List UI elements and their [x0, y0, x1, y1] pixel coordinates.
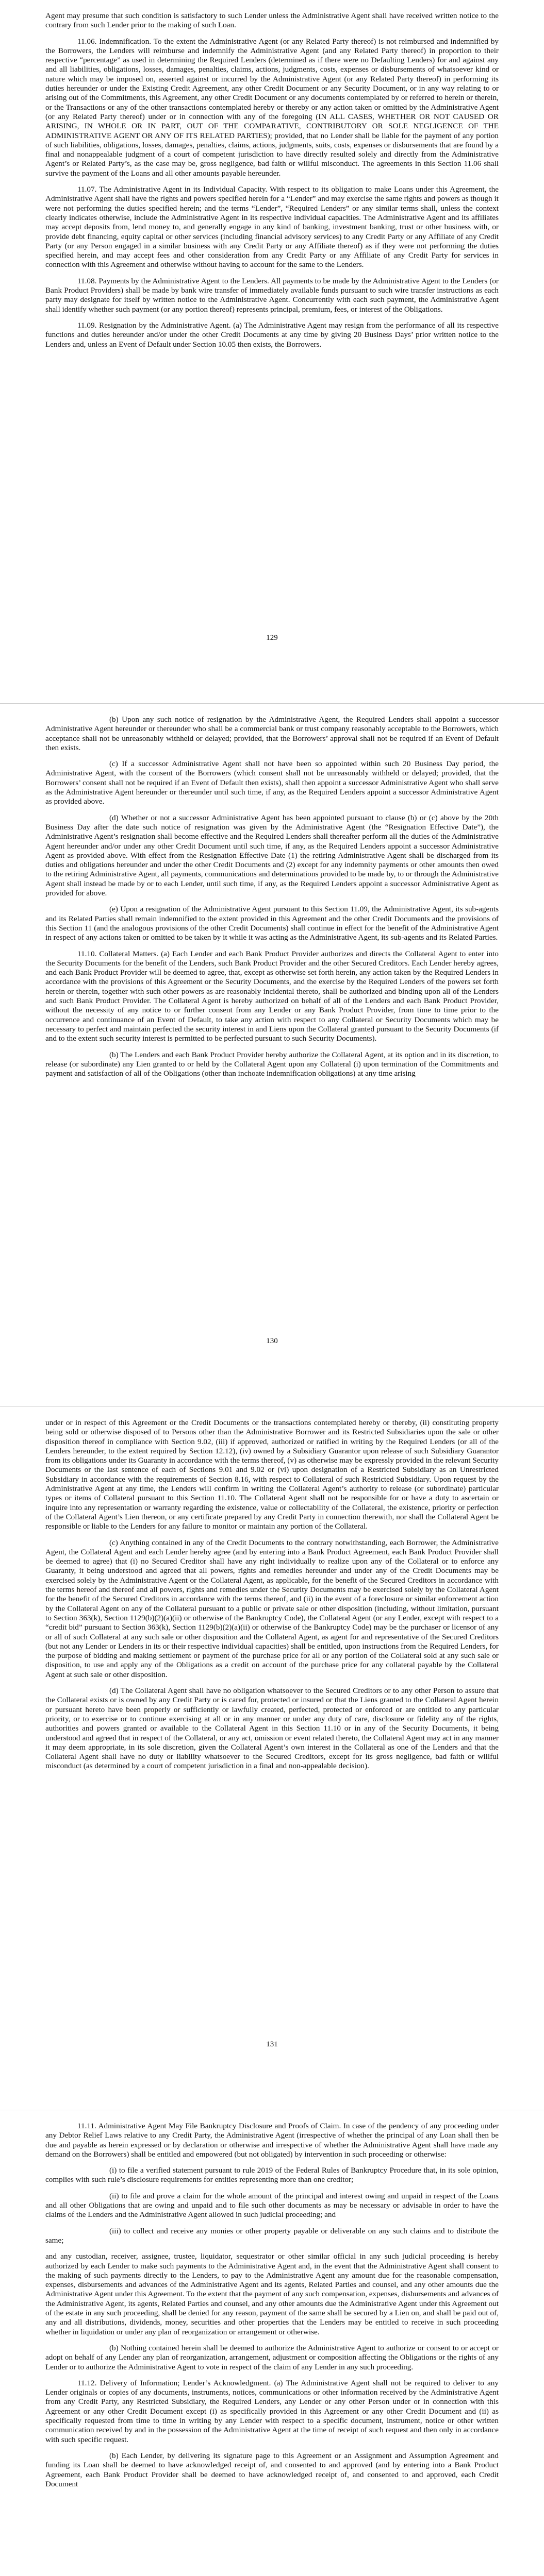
section-11-12-delivery-of-information: 11.12. Delivery of Information; Lender’s Acknowledgment. (a) The Administrative Agent shall not be required to deliver to any Lender originals or copies of any documents, instruments, notices, communications or other information received by the Administrative Agent from any Credit Party, any Restricted Subsidiary, the Required Lenders, any Lender or any other Person under or in connection with this Agreement or any other Credit Document except (i) as specifically provided in this Agreement or any other Credit Document and (ii) as specifically requested from time to time in writing by any Lender with respect to a specific document, instrument, notice or other written communication received by and in the possession of the Administrative Agent at the time of receipt of such request and then only in accordance with such specific request.	[45, 2378, 499, 2444]
section-11-11-bankruptcy-claims: 11.11. Administrative Agent May File Bankruptcy Disclosure and Proofs of Claim. In case of the pendency of any proceeding under any Debtor Relief Laws relative to any Credit Party, the Administrative Agent (irrespective of whether the principal of any Loan shall then be due and payable as herein expressed or by declaration or otherwise and irrespective of whether the Administrative Agent shall have made any demand on the Borrowers) shall be entitled and empowered (but not obligated) by intervention in such proceeding or otherwise:	[45, 2122, 499, 2159]
paragraph: (ii) to file and prove a claim for the whole amount of the principal and interest owing and unpaid in respect of the Loans and all other Obligations that are owing and unpaid and to file such other documents as may be necessary or advisable in order to have the claims of the Lenders and the Administrative Agent allowed in such judicial proceeding; and	[45, 2191, 499, 2219]
paragraph: (e) Upon a resignation of the Administrative Agent pursuant to this Section 11.09, the Administrative Agent, its sub-agents and its Related Parties shall remain indemnified to the extent provided in this Agreement and the other Credit Documents and the provisions of this Section 11 (and the analogous provisions of the other Credit Documents) shall continue in effect for the benefit of the Administrative Agent in respect of any actions taken or omitted to be taken by it while it was acting as the Administrative Agent, its sub-agents and its Related Parties.	[45, 905, 499, 942]
page-number: 129	[266, 634, 278, 642]
paragraph: (d) Whether or not a successor Administrative Agent has been appointed pursuant to clause (b) or (c) above by the 20th Business Day after the date such notice of resignation was given by the Administrative Agent (the “Resignation Effective Date”), the Administrative Agent’s resignation shall become effective and the Required Lenders shall thereafter perform all the duties of the Administrative Agent hereunder and/or under any other Credit Document until such time, if any, as the Required Lenders appoint a successor Administrative Agent as provided above. With effect from the Resignation Effective Date (1) the retiring Administrative Agent shall be discharged from its duties and obligations hereunder and under the other Credit Documents and (2) except for any indemnity payments or other amounts then owed to the retiring Administrative Agent, all payments, communications and determinations provided to be made by, to or through the Administrative Agent shall instead be made by or to each Lender, until such time, if any, as the Required Lenders appoint a successor Administrative Agent as provided for above.	[45, 813, 499, 898]
paragraph: (c) If a successor Administrative Agent shall not have been so appointed within such 20 Business Day period, the Administrative Agent, with the consent of the Borrowers (which consent shall not be unreasonably withheld or delayed; provided, that the Borrowers’ consent shall not be required if an Event of Default then exists), shall then appoint a successor Administrative Agent who shall serve as the Administrative Agent hereunder or thereunder until such time, if any, as the Required Lenders appoint a successor Administrative Agent as provided above.	[45, 759, 499, 806]
paragraph: (b) Each Lender, by delivering its signature page to this Agreement or an Assignment and Assumption Agreement and funding its Loan shall be deemed to have acknowledged receipt of, and consented to and approved (and by entering into a Bank Product Agreement, each Bank Product Provider shall be deemed to have acknowledged receipt of, and consented to and approved, each Credit Document	[45, 2451, 499, 2488]
paragraph: (b) Upon any such notice of resignation by the Administrative Agent, the Required Lenders shall appoint a successor Administrative Agent hereunder or thereunder who shall be a commercial bank or trust company reasonably acceptable to the Borrowers, which acceptance shall not be unreasonably withheld or delayed; provided, that the Borrowers’ approval shall not be required if an Event of Default then exists.	[45, 715, 499, 752]
page-130	[0, 703, 544, 1406]
paragraph: (d) The Collateral Agent shall have no obligation whatsoever to the Secured Creditors or to any other Person to assure that the Collateral exists or is owned by any Credit Party or is cared for, protected or insured or that the Liens granted to the Collateral Agent herein or pursuant hereto have been properly or sufficiently or lawfully created, perfected, protected or enforced or are entitled to any particular priority, or to exercise or to continue exercising at all or in any manner or under any duty of care, disclosure or fidelity any of the rights, authorities and powers granted or available to the Collateral Agent in this Section 11.10 or in any of the Security Documents, it being understood and agreed that in respect of the Collateral, or any act, omission or event related thereto, the Collateral Agent may act in any manner it may deem appropriate, in its sole discretion, given the Collateral Agent’s own interest in the Collateral as one of the Lenders and that the Collateral Agent shall have no duty or liability whatsoever to the Secured Creditors, except for its gross negligence, bad faith or willful misconduct (as determined by a court of competent jurisdiction in a final and non-appealable decision).	[45, 1686, 499, 1771]
page-132	[0, 2110, 544, 2576]
paragraph: (b) Nothing contained herein shall be deemed to authorize the Administrative Agent to authorize or consent to or accept or adopt on behalf of any Lender any plan of reorganization, arrangement, adjustment or composition affecting the Obligations or the rights of any Lender or to authorize the Administrative Agent to vote in respect of the claim of any Lender in any such proceeding.	[45, 2343, 499, 2371]
paragraph: Agent may presume that such condition is satisfactory to such Lender unless the Administrative Agent shall have received written notice to the contrary from such Lender prior to the making of such Loan.	[45, 11, 499, 30]
paragraph: and any custodian, receiver, assignee, trustee, liquidator, sequestrator or other similar official in any such judicial proceeding is hereby authorized by each Lender to make such payments to the Administrative Agent and, in the event that the Administrative Agent shall consent to the making of such payments directly to the Lenders, to pay to the Administrative Agent any amount due for the reasonable compensation, expenses, disbursements and advances of the Administrative Agent and its agents, Related Parties and counsel, and any other amounts due the Administrative Agent under this Agreement. To the extent that the payment of any such compensation, expenses, disbursements and advances of the Administrative Agent, its agents, Related Parties and counsel, and any other amounts due the Administrative Agent under this Agreement out of the estate in any such proceeding, shall be denied for any reason, payment of the same shall be secured by a Lien on, and shall be paid out of, any and all distributions, dividends, money, securities and other properties that the Lenders may be entitled to receive in such proceeding whether in liquidation or under any plan of reorganization or arrangement or otherwise.	[45, 2252, 499, 2336]
paragraph: under or in respect of this Agreement or the Credit Documents or the transactions contemplated hereby or thereby, (ii) constituting property being sold or otherwise disposed of to Persons other than the Administrative Borrower and its Restricted Subsidiaries upon the sale or other disposition thereof in compliance with Section 9.02, (iii) if approved, authorized or ratified in writing by the Required Lenders (or all of the Lenders hereunder, to the extent required by Section 12.12), (iv) owned by a Subsidiary Guarantor upon release of such Subsidiary Guarantor from its obligations under its Guaranty in accordance with the terms thereof, (v) as otherwise may be expressly provided in the relevant Security Documents or the last sentence of each of Sections 9.01 and 9.02 or (vi) upon designation of a Restricted Subsidiary as an Unrestricted Subsidiary in accordance with the requirements of Section 8.16, with respect to Collateral of such Restricted Subsidiary. Upon request by the Administrative Agent at any time, the Lenders will confirm in writing the Collateral Agent’s authority to release (or subordinate) particular types or items of Collateral pursuant to this Section 11.10. The Collateral Agent shall not be responsible for or have a duty to ascertain or inquire into any representation or warranty regarding the existence, value or collectability of the Collateral, the existence, priority or perfection of the Collateral Agent’s Lien thereon, or any certificate prepared by any Credit Party in connection therewith, nor shall the Collateral Agent be responsible or liable to the Lenders for any failure to monitor or maintain any portion of the Collateral.	[45, 1418, 499, 1531]
page-131	[0, 1406, 544, 2110]
page-number: 130	[266, 1337, 278, 1345]
paragraph: (c) Anything contained in any of the Credit Documents to the contrary notwithstanding, each Borrower, the Administrative Agent, the Collateral Agent and each Lender hereby agree (and by entering into a Bank Product Agreement, each Bank Product Provider shall be deemed to agree) that (i) no Secured Creditor shall have any right individually to realize upon any of the Collateral or to enforce any Guaranty, it being understood and agreed that all powers, rights and remedies hereunder and under any of the Credit Documents may be exercised solely by the Administrative Agent or the Collateral Agent, as applicable, for the benefit of the Secured Creditors in accordance with the terms hereof and thereof and all powers, rights and remedies under the Security Documents may be exercised solely by the Collateral Agent for the benefit of the Secured Creditors in accordance with the terms thereof, and (ii) in the event of a foreclosure or similar enforcement action by the Collateral Agent on any of the Collateral pursuant to a public or private sale or other disposition (including, without limitation, pursuant to Section 363(k), Section 1129(b)(2)(a)(ii) or otherwise of the Bankruptcy Code), the Collateral Agent (or any Lender, except with respect to a “credit bid” pursuant to Section 363(k), Section 1129(b)(2)(a)(ii) or otherwise of the Bankruptcy Code) may be the purchaser or licensor of any or all of such Collateral at any such sale or other disposition and the Collateral Agent, as agent for and representative of the Secured Creditors (but not any Lender or Lenders in its or their respective individual capacities) shall be entitled, upon instructions from the Required Lenders, for the purpose of bidding and making settlement or payment of the purchase price for all or any portion of the Collateral sold at any such sale or disposition, to use and apply any of the Obligations as a credit on account of the purchase price for any collateral payable by the Collateral Agent at such sale or other disposition.	[45, 1538, 499, 1679]
section-11-10-collateral-matters: 11.10. Collateral Matters. (a) Each Lender and each Bank Product Provider authorizes and directs the Collateral Agent to enter into the Security Documents for the benefit of the Lenders, such Bank Product Provider and the other Secured Creditors. Each Lender hereby agrees, and each Bank Product Provider will be deemed to agree, that, except as otherwise set forth herein, any action taken by the Required Lenders in accordance with the provisions of this Agreement or the Security Documents, and the exercise by the Required Lenders of the powers set forth herein or therein, together with such other powers as are reasonably incidental thereto, shall be authorized and binding upon all of the Lenders and such Bank Product Provider. The Collateral Agent is hereby authorized on behalf of all of the Lenders and each Bank Product Provider, without the necessity of any notice to or further consent from any Lender or any Bank Product Provider, from time to time prior to the occurrence and continuance of an Event of Default, to take any action with respect to any Collateral or Security Documents which may be necessary to perfect and maintain perfected the security interest in and Liens upon the Collateral granted pursuant to the Security Documents (if and to the extent such security interest is permitted to be perfected pursuant to such Security Documents).	[45, 949, 499, 1043]
paragraph: (b) The Lenders and each Bank Product Provider hereby authorize the Collateral Agent, at its option and in its discretion, to release (or subordinate) any Lien granted to or held by the Collateral Agent upon any Collateral (i) upon termination of the Commitments and payment and satisfaction of all of the Obligations (other than inchoate indemnification obligations) at any time arising	[45, 1050, 499, 1078]
section-11-08-payments: 11.08. Payments by the Administrative Agent to the Lenders. All payments to be made by the Administrative Agent to the Lenders (or Bank Product Providers) shall be made by bank wire transfer of immediately available funds pursuant to such wire transfer instructions as each party may designate for itself by written notice to the Administrative Agent. Concurrently with each such payment, the Administrative Agent shall identify whether such payment (or any portion thereof) represents principal, premium, fees, or interest of the Obligations.	[45, 276, 499, 314]
section-11-09-resignation: 11.09. Resignation by the Administrative Agent. (a) The Administrative Agent may resign from the performance of all its respective functions and duties hereunder and/or under the other Credit Documents at any time by giving 20 Business Days’ prior written notice to the Lenders and, unless an Event of Default under Section 10.05 then exists, the Borrowers.	[45, 320, 499, 349]
section-11-07-individual-capacity: 11.07. The Administrative Agent in its Individual Capacity. With respect to its obligation to make Loans under this Agreement, the Administrative Agent shall have the rights and powers specified herein for a “Lender” and may exercise the same rights and powers as though it were not performing the duties specified herein; and the terms “Lender”, “Required Lenders” or any similar terms shall, unless the context clearly indicates otherwise, include the Administrative Agent in its respective individual capacities. The Administrative Agent and its affiliates may accept deposits from, lend money to, and generally engage in any kind of banking, investment banking, trust or other business with, or provide debt financing, equity capital or other services (including financial advisory services) to any Credit Party or any Affiliate of any Credit Party (or any Person engaged in a similar business with any Credit Party or any Affiliate thereof) as if they were not performing the duties specified herein, and may accept fees and other consideration from any Credit Party or any Affiliate of any Credit Party for services in connection with this Agreement and otherwise without having to account for the same to the Lenders.	[45, 185, 499, 269]
page-number: 131	[266, 2040, 278, 2048]
section-11-06-indemnification: 11.06. Indemnification. To the extent the Administrative Agent (or any Related Party thereof) is not reimbursed and indemnified by the Borrowers, the Lenders will reimburse and indemnify the Administrative Agent (and any Related Party thereof) in proportion to their respective “percentage” as used in determining the Required Lenders (determined as if there were no Defaulting Lenders) for and against any and all liabilities, obligations, losses, damages, penalties, claims, actions, judgments, costs, expenses or disbursements of whatsoever kind or nature which may be imposed on, asserted against or incurred by the Administrative Agent (or any Related Party thereof) in performing its duties hereunder or under the Existing Credit Agreement, any other Credit Document or any Security Document, or in any way relating to or arising out of the Commitments, this Agreement, any other Credit Document or any documents contemplated by or referred to herein or therein, or the Transactions or any of the other transactions contemplated hereby or thereby or any action taken or omitted by the Administrative Agent (or any Related Party thereof) under or in connection with any of the foregoing (IN ALL CASES, WHETHER OR NOT CAUSED OR ARISING, IN WHOLE OR IN PART, OUT OF THE COMPARATIVE, CONTRIBUTORY OR SOLE NEGLIGENCE OF THE ADMINISTRATIVE AGENT OR ANY OF ITS RELATED PARTIES); provided, that no Lender shall be liable for the payment of any portion of such liabilities, obligations, losses, damages, penalties, claims, actions, judgments, suits, costs, expenses or disbursements that are found by a final and nonappealable judgment of a court of competent jurisdiction to have directly resulted solely and directly from the Administrative Agent’s or Related Party’s, as the case may be, gross negligence, bad faith or willful misconduct. The agreements in this Section 11.06 shall survive the payment of the Loans and all other amounts payable hereunder.	[45, 37, 499, 178]
page-129	[0, 0, 544, 703]
paragraph: (iii) to collect and receive any monies or other property payable or deliverable on any such claims and to distribute the same;	[45, 2226, 499, 2245]
paragraph: (i) to file a verified statement pursuant to rule 2019 of the Federal Rules of Bankruptcy Procedure that, in its sole opinion, complies with such rule’s disclosure requirements for entities representing more than one creditor;	[45, 2166, 499, 2184]
